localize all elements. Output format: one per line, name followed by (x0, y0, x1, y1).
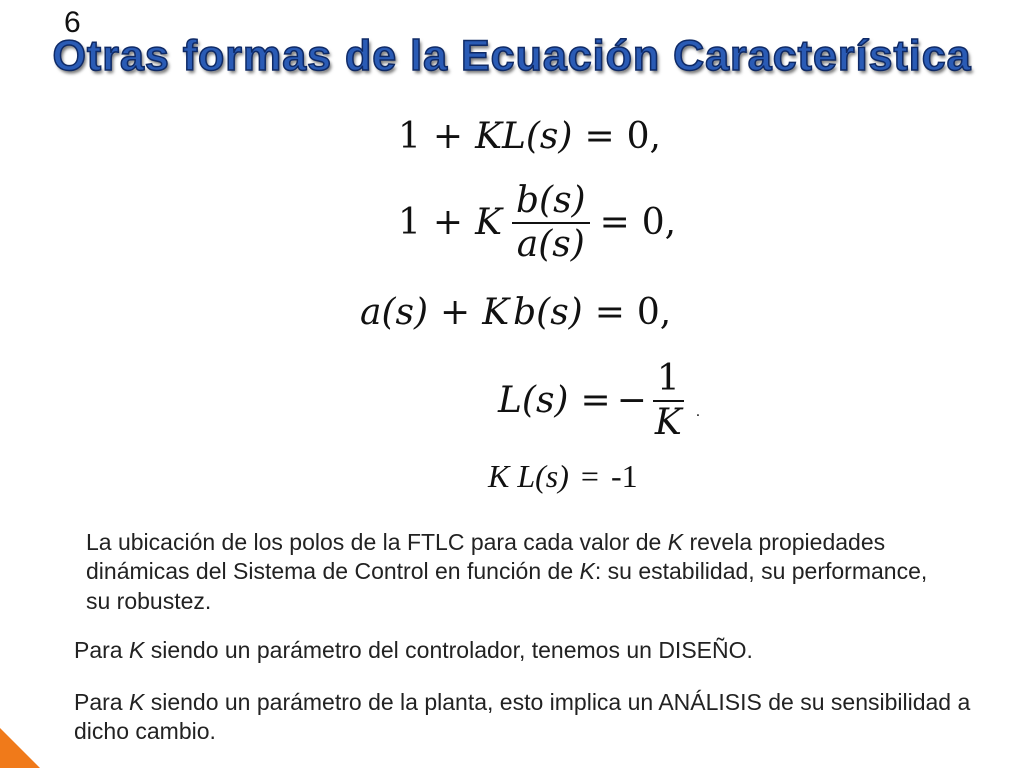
eq2-numerator: b(s) (512, 182, 590, 224)
eq1-k: K (475, 116, 502, 157)
eq5-kl: K L(s) (488, 458, 569, 494)
p3-text-2: siendo un parámetro de la planta, esto implica un ANÁLISIS de su sensibilidad a dicho cambio. (74, 689, 971, 745)
eq5-equals: = (580, 458, 599, 494)
equation-1 (398, 116, 661, 157)
eq3-plus: + (440, 292, 471, 333)
eq2-equals: = (599, 202, 630, 244)
eq3-equals: = (594, 292, 625, 333)
eq2-denominator: a(s) (516, 223, 585, 265)
eq1-l: L (501, 116, 526, 157)
eq1-one: 1 (398, 116, 421, 157)
p1-text-1: La ubicación de los polos de la FTLC para cada valor de (86, 529, 668, 555)
eq4-minus: − (616, 380, 647, 422)
p1-text-2: revela propiedades dinámicas del Sistema de Control en función de (86, 529, 886, 585)
slide-title: Otras formas de la Ecuación Característica (52, 32, 972, 80)
eq3-a: a(s) (360, 292, 429, 333)
eq4-arg: (s) (521, 380, 569, 422)
eq3-k: K (482, 292, 510, 333)
eq5-rhs: -1 (610, 458, 638, 494)
eq2-plus: + (432, 202, 464, 244)
p1-k-2: K (579, 558, 595, 585)
eq1-plus: + (432, 116, 464, 157)
p2-k: K (128, 637, 145, 663)
eq1-equals: = (584, 116, 615, 157)
slide-number: 6 (64, 6, 81, 39)
p1-text-3: : su estabilidad, su performance, su robustez. (86, 558, 928, 614)
equation-2 (398, 182, 676, 264)
p3-text-1: Para (74, 689, 129, 715)
paragraph-analysis (74, 688, 974, 747)
equation-5 (488, 458, 638, 495)
eq4-fraction (651, 360, 686, 442)
corner-accent-shape (0, 728, 40, 768)
p1-k-1: K (667, 529, 684, 555)
p2-text-1: Para (74, 637, 129, 663)
eq3-b: b(s) (513, 292, 583, 333)
eq2-one: 1 (398, 202, 421, 244)
equation-4 (498, 360, 700, 442)
corner-triangle (0, 728, 40, 768)
eq3-rhs: 0, (636, 292, 672, 333)
eq4-l: L (498, 380, 522, 422)
eq4-dot: . (695, 403, 701, 420)
p2-text-2: siendo un parámetro del controlador, tenemos un DISEÑO. (144, 637, 753, 663)
equation-3 (360, 292, 671, 333)
paragraph-design (74, 636, 974, 665)
eq2-rhs: 0, (641, 202, 677, 244)
eq2-fraction (512, 182, 590, 264)
eq1-rhs: 0, (626, 116, 661, 157)
paragraph-poles (86, 528, 946, 616)
eq1-arg: (s) (525, 116, 573, 157)
p3-k: K (128, 689, 145, 715)
eq2-k: K (475, 202, 502, 244)
eq4-numerator: 1 (653, 360, 684, 402)
eq4-denominator: K (654, 401, 682, 443)
eq4-equals: = (580, 380, 611, 422)
